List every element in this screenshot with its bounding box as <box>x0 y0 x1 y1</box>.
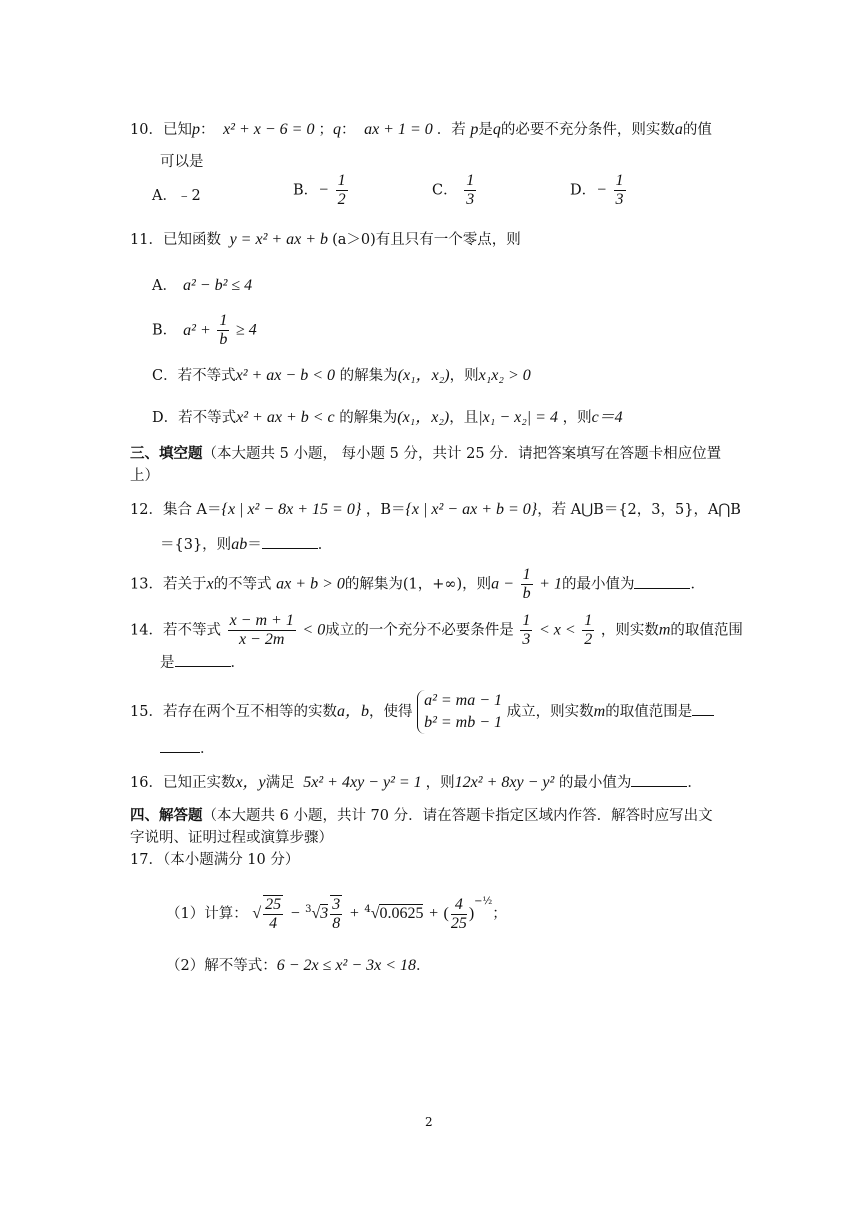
section-3-heading-cont: 上） <box>130 468 159 484</box>
q15-answer-blank-part2[interactable] <box>160 738 200 753</box>
q14-answer-blank[interactable] <box>175 652 231 667</box>
section-4-heading: 四、解答题（本大题共 6 小题，共计 70 分．请在答题卡指定区域内作答．解答时应写出文 <box>130 807 713 824</box>
q15-answer-blank-part1[interactable] <box>692 701 714 716</box>
q15-equation-system: a² = ma − 1 b² = mb − 1 <box>417 690 502 734</box>
q17-part1: （1）计算： √ $\frac{25}{4}$ − $^3$√3 $\frac{3}{8}$ + $^4$√0.0625 + ( $\frac{4}{25}$ )$^{-\frac{1}{2}}$； <box>166 895 507 932</box>
q12-line1: 12．集合 A＝{x | x² − 8x + 15 = 0} ，B＝{x | x² − ax + b = 0}，若 A⋃B＝{2，3，5}，A⋂B <box>130 501 741 518</box>
q10-option-c: C． $\frac{1}{3}$ <box>432 172 475 208</box>
q11-option-b: B． a² + $\frac{1}{b}$ ≥ 4 <box>152 312 257 348</box>
q11-option-a: A． a² − b² ≤ 4 <box>152 277 253 294</box>
q11-stem: 11．已知函数 y = x² + ax + b (a＞0)有且只有一个零点，则 <box>130 231 521 248</box>
page-number: 2 <box>425 1115 433 1129</box>
q16-line: 16．已知正实数x，y满足 5x² + 4xy − y² = 1 ，则12x² + 8xy − y² 的最小值为 ． <box>130 774 702 791</box>
q13-answer-blank[interactable] <box>634 574 690 589</box>
q12-line2: ＝{3}，则ab＝ ． <box>160 536 333 553</box>
q10-line1: 10．已知p： x² + x − 6 = 0 ；q： ax + 1 = 0 ．若 p是q的必要不充分条件，则实数a的值 <box>130 121 712 138</box>
q11-option-d: D．若不等式x² + ax + b < c 的解集为(x₁，x₂)，且|x₁ − x₂| = 4 ，则c＝4 <box>152 409 623 426</box>
section-4-heading-cont: 字说明、证明过程或演算步骤） <box>130 830 333 846</box>
q13-line: 13．若关于x的不等式 ax + b > 0的解集为(1，+∞)，则a − $\frac{1}{b}$ + 1的最小值为 ． <box>130 566 705 602</box>
section-3-heading: 三、填空题（本大题共 5 小题， 每小题 5 分，共计 25 分．请把答案填写在答题卡相应位置 <box>130 445 722 462</box>
q14-line1: 14．若不等式 $\frac{x - m + 1}{x - 2m}$ < 0成立的一个充分不必要条件是 $\frac{1}{3}$ < x < $\frac{1}{2}$ ，则实数m的取值范围 <box>130 612 743 648</box>
q16-answer-blank[interactable] <box>631 772 687 787</box>
q10-line2: 可以是 <box>160 154 204 170</box>
q15-line1: 15．若存在两个互不相等的实数a，b，使得 a² = ma − 1 b² = mb − 1 成立，则实数m的取值范围是 <box>130 690 714 734</box>
q10-option-d: D．− $\frac{1}{3}$ <box>570 172 624 208</box>
q17-heading: 17．（本小题满分 10 分） <box>130 852 300 868</box>
q12-answer-blank[interactable] <box>262 534 318 549</box>
q10-option-b: B．− $\frac{1}{2}$ <box>293 172 346 208</box>
q10-option-a: A．﹣2 <box>152 188 201 204</box>
q11-option-c: C．若不等式x² + ax − b < 0 的解集为(x₁，x₂)，则x₁x₂ > 0 <box>152 367 531 384</box>
q14-line2: 是 ． <box>160 652 245 673</box>
q17-part2: （2）解不等式：6 − 2x ≤ x² − 3x < 18． <box>166 957 431 974</box>
q15-line2: ． <box>160 738 215 759</box>
